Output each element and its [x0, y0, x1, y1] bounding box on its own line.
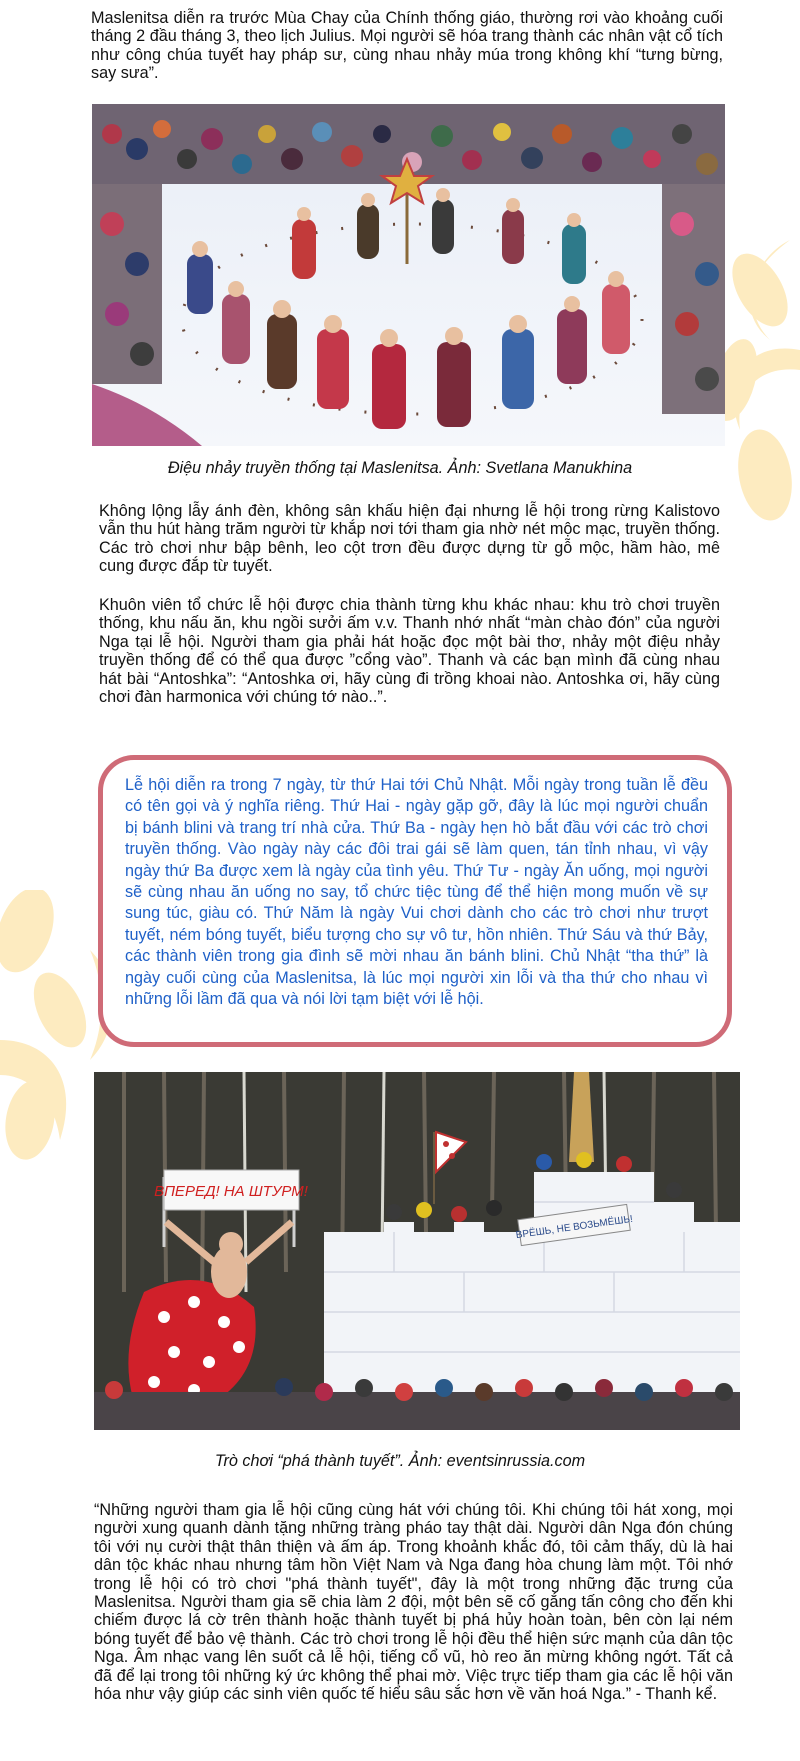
attacker-banner-text: ВПЕРЕД! НА ШТУРМ!	[154, 1183, 308, 1200]
snow-fortress-illustration	[94, 1072, 740, 1430]
paragraph-kalistovo: Không lộng lẫy ánh đèn, không sân khấu hiện đại nhưng lễ hội trong rừng Kalistovo vẫn thu hút hàng trăm người từ khắp nơi tới tham gia nhờ nét mộc mạc, truyền thống. Các trò chơi như bập bênh, leo cột trơn đều được dựng từ gỗ mộc, hầm hào, mê cung được đắp từ tuyết.	[99, 502, 720, 576]
intro-paragraph: Maslenitsa diễn ra trước Mùa Chay của Chính thống giáo, thường rơi vào khoảng cuối tháng 2 đầu tháng 3, theo lịch Julius. Mọi người sẽ hóa trang thành các nhân vật cổ tích như công chúa tuyết hay pháp sư, cùng nhau nhảy múa trong không khí “tưng bừng, say sưa”.	[91, 9, 723, 83]
closing-paragraph: “Những người tham gia lễ hội cũng cùng hát với chúng tôi. Khi chúng tôi hát xong, mọi người xung quanh dành tặng những tràng pháo tay thật dài. Người dân Nga đón chúng tôi với nụ cười thật thân thiện và ấm áp. Trong khoảnh khắc đó, tôi cảm thấy, dù là hai dân tộc khác nhau nhưng tâm hồn Việt Nam và Nga đang hòa chung làm một. Tôi nhớ trong lễ hội có trò chơi "phá thành tuyết", đây là một trong những đặc trưng của Maslenitsa. Người tham gia sẽ chia làm 2 đội, một bên sẽ cố gắng tấn công cho đến khi chiếm được lá cờ trên thành hoặc thành tuyết bị phá hủy hoàn toàn, bên còn lại ném bóng tuyết để bảo vệ thành. Các trò chơi trong lễ hội đều thể hiện sức mạnh của dân tộc Nga. Âm nhạc vang lên suốt cả lễ hội, tiếng cổ vũ, hò reo ăn mừng không ngớt. Tất cả đã để lại trong tôi những ký ức không thể phai mờ. Việc trực tiếp tham gia các lễ hội văn hóa như vậy giúp các sinh viên quốc tế hiểu sâu sắc hơn về văn hoá Nga.” - Thanh kể.	[94, 1501, 733, 1704]
circle-dance-illustration	[92, 104, 725, 446]
paragraph-welcome: Khuôn viên tổ chức lễ hội được chia thành từng khu khác nhau: khu trò chơi truyền thống, khu nấu ăn, khu ngồi sưởi ấm v.v. Thanh nhớ nhất “màn chào đón” của người Nga tại lễ hội. Người tham gia phải hát hoặc đọc một bài thơ, nhảy một điệu nhảy truyền thống để có thể qua được ”cổng vào”. Thanh và các bạn mình đã cùng nhau hát bài “Antoshka”: “Antoshka ơi, hãy cùng đi trồng khoai nào. Antoshka ơi, hãy cùng chơi đàn harmonica với chúng tớ nào..”.	[99, 596, 720, 707]
festival-week-callout	[98, 755, 732, 1047]
photo-caption-fortress: Trò chơi “phá thành tuyết”. Ảnh: eventsinrussia.com	[214, 1452, 586, 1470]
callout-text: Lễ hội diễn ra trong 7 ngày, từ thứ Hai tới Chủ Nhật. Mỗi ngày trong tuần lễ đều có tên gọi và ý nghĩa riêng. Thứ Hai - ngày gặp gỡ, đây là lúc mọi người chuẩn bị bánh blini và trang trí nhà cửa. Thứ Ba - ngày hẹn hò bắt đầu với các trò chơi truyền thống. Vào ngày này các đôi trai gái sẽ làm quen, tán tỉnh nhau, vì vậy ngày thứ Ba được xem là ngày của tình yêu. Thứ Tư - ngày Ăn uống, mọi người sẽ cùng nhau ăn uống no say, tổ chức tiệc tùng để thể hiện mong muốn về sự sung túc, giàu có. Thứ Năm là ngày Vui chơi dành cho các trò chơi như trượt tuyết, ném bóng tuyết, biểu tượng cho sự vô tư, hồn nhiên. Thứ Sáu và thứ Bảy, các thành viên trong gia đình sẽ mời nhau ăn bánh blini. Chủ Nhật “tha thứ” là ngày cuối cùng của Maslenitsa, là lúc mọi người xin lỗi và tha thứ cho nhau vì những lỗi lầm đã qua và nói lời tạm biệt với lễ hội.	[125, 776, 708, 1009]
photo-circle-dance	[92, 104, 725, 446]
photo-caption-dance: Điệu nhảy truyền thống tại Maslenitsa. Ảnh: Svetlana Manukhina	[167, 459, 633, 477]
photo-snow-fortress	[94, 1072, 740, 1430]
defenders-sign-text: ВРЁШЬ, НЕ ВОЗЬМЁШЬ!	[515, 1213, 634, 1242]
